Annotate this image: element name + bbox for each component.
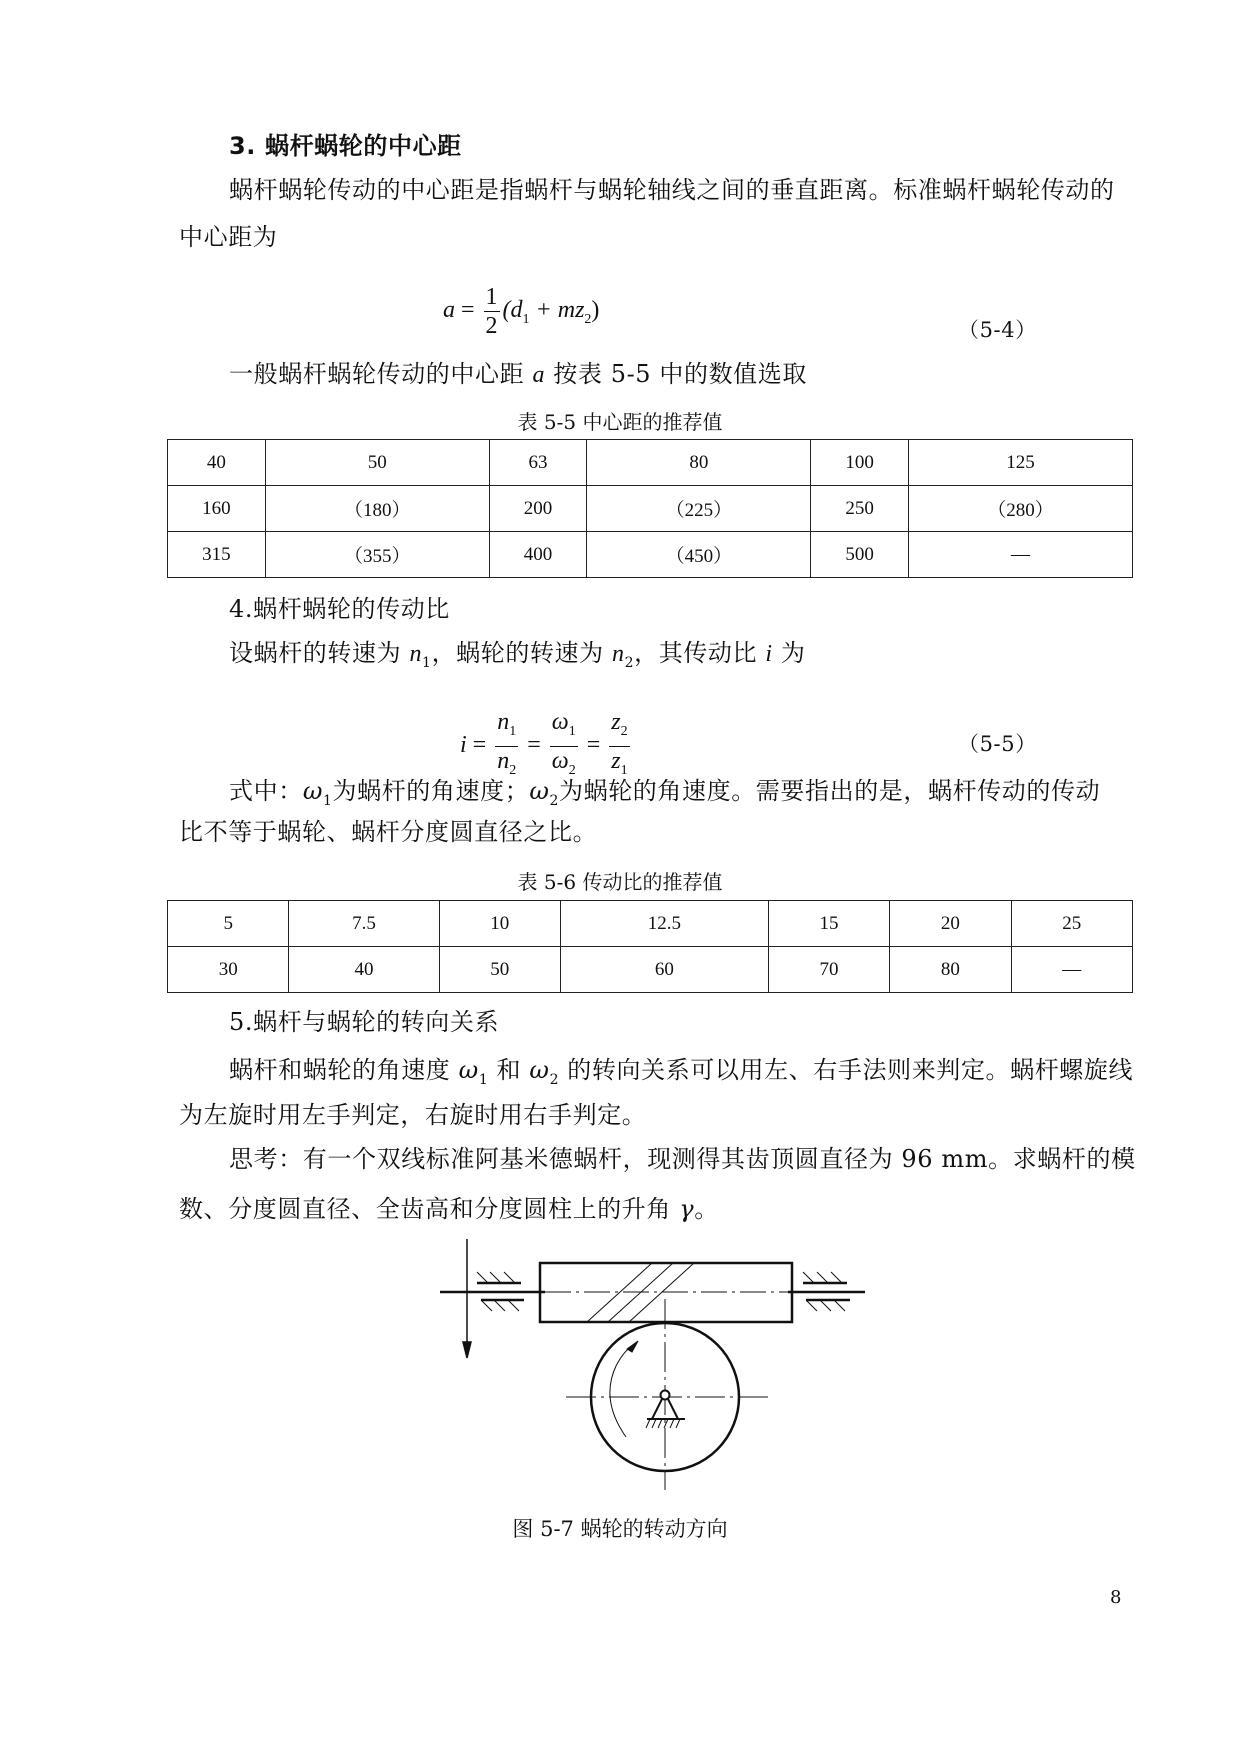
- table-cell: 80: [890, 947, 1011, 993]
- table-cell: 12.5: [560, 901, 768, 947]
- section5-heading: 5.蜗杆与蜗轮的转向关系: [229, 1008, 500, 1036]
- table-cell: 200: [489, 486, 587, 532]
- text: 为蜗轮的角速度。需要指出的是，蜗杆传动的传动: [559, 777, 1101, 805]
- var: i: [765, 641, 773, 667]
- formula-eq: =: [527, 731, 541, 758]
- subscript: 2: [509, 762, 517, 778]
- text: 设蜗杆的转速为: [229, 639, 410, 667]
- text: 为蜗杆的角速度；: [332, 777, 530, 805]
- table-cell: （180）: [265, 486, 489, 532]
- denominator: 2: [485, 313, 498, 339]
- paragraph-line: 蜗杆蜗轮传动的中心距是指蜗杆与蜗轮轴线之间的垂直距离。标准蜗杆蜗轮传动的: [229, 176, 1115, 204]
- table-cell: 40: [289, 947, 439, 993]
- text: 蜗杆和蜗轮的角速度: [229, 1056, 459, 1084]
- table-cell: （450）: [587, 532, 811, 578]
- subscript: 1: [509, 723, 517, 739]
- table-cell: 50: [439, 947, 560, 993]
- var: γ: [679, 1195, 695, 1223]
- section4-heading: 4.蜗杆蜗轮的传动比: [229, 595, 450, 623]
- paragraph-line: 比不等于蜗轮、蜗杆分度圆直径之比。: [179, 818, 598, 846]
- var: z: [611, 747, 621, 774]
- table-cell: （225）: [587, 486, 811, 532]
- formula-part: (d: [502, 297, 523, 324]
- var: ω: [529, 1056, 550, 1084]
- table-cell: 125: [909, 440, 1133, 486]
- formula-eq: =: [461, 297, 475, 324]
- table-caption: 表 5-5 中心距的推荐值: [517, 410, 723, 434]
- table-cell: 40: [168, 440, 266, 486]
- page-number: 8: [1110, 1587, 1123, 1608]
- text: 一般蜗杆蜗轮传动的中心距: [229, 360, 533, 388]
- table-cell: —: [909, 532, 1133, 578]
- formula-eq: =: [472, 731, 487, 758]
- rotation-arrow-icon: [463, 1239, 471, 1358]
- table-cell: 80: [587, 440, 811, 486]
- table-cell: 15: [768, 901, 889, 947]
- table-cell: 10: [439, 901, 560, 947]
- table-cell: 500: [811, 532, 909, 578]
- table-cell: 100: [811, 440, 909, 486]
- table-cell: 63: [489, 440, 587, 486]
- text: 式中：: [229, 777, 303, 805]
- var: n: [497, 709, 510, 735]
- formula-var: i: [460, 731, 467, 758]
- paragraph-line: 思考：有一个双线标准阿基米德蜗杆，现测得其齿顶圆直径为 96 mm。求蜗杆的模: [229, 1145, 1136, 1173]
- text: 为: [772, 639, 806, 667]
- subscript: 2: [624, 654, 635, 671]
- subscript: 1: [322, 792, 333, 809]
- formula-eq: =: [586, 731, 601, 758]
- subscript: 1: [522, 311, 530, 327]
- table-cell: （280）: [909, 486, 1133, 532]
- subscript: 2: [549, 1071, 560, 1088]
- var: ω: [529, 777, 550, 805]
- table-cell: 7.5: [289, 901, 439, 947]
- text: 和: [488, 1056, 530, 1084]
- subscript: 2: [568, 762, 576, 778]
- subscript: 2: [584, 311, 592, 327]
- formula-part: + mz: [529, 297, 585, 324]
- subscript: 2: [620, 723, 628, 739]
- section3-heading: 3. 蜗杆蜗轮的中心距: [229, 132, 462, 160]
- text: 数、分度圆直径、全齿高和分度圆柱上的升角: [179, 1195, 680, 1223]
- var: ω: [551, 709, 569, 735]
- table-cell: 250: [811, 486, 909, 532]
- paragraph-line: 中心距为: [179, 223, 278, 251]
- var: n: [497, 747, 510, 774]
- table-cell: 315: [168, 532, 266, 578]
- table-cell: —: [1011, 947, 1132, 993]
- paragraph-line: 为左旋时用左手判定，右旋时用右手判定。: [179, 1101, 647, 1129]
- formula-part: ): [591, 297, 600, 324]
- table-cell: 160: [168, 486, 266, 532]
- numerator: 1: [485, 284, 498, 310]
- subscript: 1: [568, 723, 576, 739]
- table-cell: 25: [1011, 901, 1132, 947]
- table-cell: 50: [265, 440, 489, 486]
- table-cell: 30: [168, 947, 289, 993]
- text: 。: [694, 1195, 719, 1223]
- table-caption: 表 5-6 传动比的推荐值: [517, 870, 723, 894]
- formula-number: （5-4）: [958, 318, 1037, 342]
- subscript: 1: [422, 654, 432, 671]
- var: n: [409, 641, 423, 667]
- subscript: 1: [620, 762, 628, 778]
- table-cell: 400: [489, 532, 587, 578]
- subscript: 1: [478, 1071, 489, 1088]
- text: 按表 5-5 中的数值选取: [545, 360, 807, 388]
- text: 的转向关系可以用左、右手法则来判定。蜗杆螺旋线: [559, 1056, 1134, 1084]
- table-cell: 20: [890, 901, 1011, 947]
- figure-caption: 图 5-7 蜗轮的转动方向: [512, 1517, 728, 1541]
- formula-number: （5-5）: [958, 732, 1037, 756]
- subscript: 2: [549, 792, 559, 809]
- var: z: [611, 709, 621, 735]
- table-cell: 70: [768, 947, 889, 993]
- text: ，蜗轮的转速为: [431, 639, 612, 667]
- var: n: [612, 641, 625, 667]
- var: ω: [302, 777, 323, 805]
- var: a: [532, 362, 546, 388]
- formula-var: a: [443, 297, 455, 324]
- table-cell: 5: [168, 901, 289, 947]
- wheel-rotation-arrow-icon: [610, 1341, 638, 1437]
- var: ω: [458, 1056, 479, 1084]
- var: ω: [551, 747, 569, 774]
- text: ，其传动比: [634, 639, 766, 667]
- table-cell: 60: [560, 947, 768, 993]
- table-cell: （355）: [265, 532, 489, 578]
